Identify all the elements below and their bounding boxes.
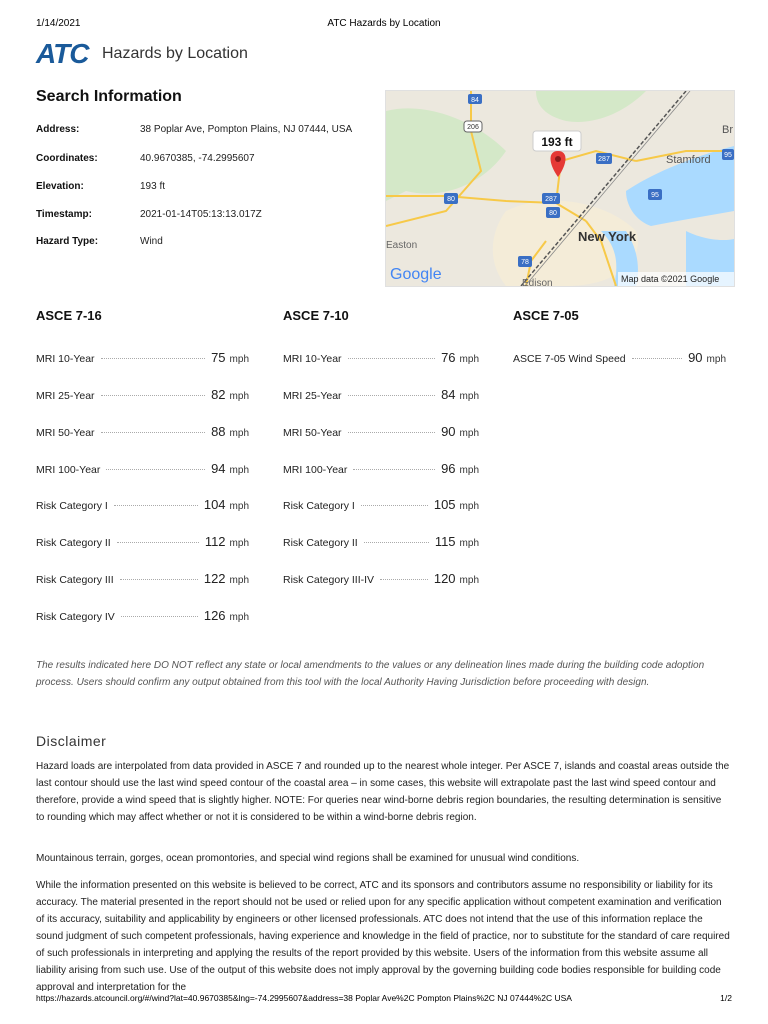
row-label: MRI 50-Year (36, 427, 95, 439)
row-unit: mph (459, 354, 479, 365)
row-unit: mph (459, 465, 479, 476)
table-row (283, 497, 479, 513)
address-value: 38 Poplar Ave, Pompton Plains, NJ 07444, USA (140, 124, 353, 135)
print-header (36, 18, 732, 32)
shield-80-west: 80 (447, 196, 455, 203)
row-unit: mph (706, 354, 726, 365)
row-unit: mph (459, 391, 479, 402)
brand-header (36, 38, 248, 70)
row-unit: mph (459, 501, 479, 512)
elevation-value: 193 ft (140, 181, 166, 192)
row-label: MRI 25-Year (283, 390, 342, 402)
row-unit: mph (229, 575, 249, 586)
row-label: Risk Category IV (36, 611, 115, 623)
map-attribution: Map data ©2021 Google (621, 274, 720, 284)
footer-url: https://hazards.atcouncil.org/#/wind?lat=40.9670385&lng=-74.2995607&address=38 Poplar Ave%2C Pompton Plains%2C NJ 07444%2C USA (36, 993, 572, 1003)
row-label: ASCE 7-05 Wind Speed (513, 353, 626, 365)
row-label: Risk Category III (36, 574, 114, 586)
row-label: Risk Category III-IV (283, 574, 375, 586)
map-label-br: Br (722, 124, 733, 136)
location-map[interactable] (385, 90, 735, 287)
atc-logo[interactable]: ATC (36, 38, 89, 69)
table-row (36, 608, 249, 624)
table-row (283, 387, 479, 403)
row-unit: mph (229, 354, 249, 365)
row-unit: mph (229, 501, 249, 512)
row-value: 115 (434, 534, 456, 549)
table-row (36, 350, 249, 366)
page-number: 1/2 (720, 993, 732, 1003)
marker-label: 193 ft (541, 135, 573, 149)
map-label-new-york: New York (578, 229, 637, 244)
row-value: 94 (211, 461, 226, 476)
row-label: Risk Category II (36, 537, 111, 549)
row-value: 105 (433, 497, 456, 512)
row-label: Risk Category I (36, 500, 108, 512)
asce705-title: ASCE 7-05 (513, 308, 579, 323)
row-label: MRI 10-Year (283, 353, 342, 365)
row-value: 104 (203, 497, 226, 512)
row-unit: mph (229, 391, 249, 402)
table-row (36, 571, 249, 587)
asce710-title: ASCE 7-10 (283, 308, 349, 323)
shield-287-north: 287 (598, 156, 610, 163)
shield-287-south: 287 (545, 196, 557, 203)
row-label: MRI 10-Year (36, 353, 95, 365)
table-row (36, 424, 249, 440)
print-date: 1/14/2021 (36, 18, 81, 29)
row-label: MRI 100-Year (36, 464, 101, 476)
map-label-edison: Edison (522, 278, 553, 286)
table-row (513, 350, 726, 366)
row-value: 82 (211, 387, 226, 402)
row-value: 126 (203, 608, 226, 623)
row-unit: mph (229, 465, 249, 476)
amendments-note: The results indicated here DO NOT reflect any state or local amendments to the values or any delineation lines made during the building code adoption process. Users should confirm any output obtained from this tool with the local Authority Having Jurisdiction before proceeding with design. (36, 660, 705, 688)
row-unit: mph (459, 428, 479, 439)
google-logo: Google (390, 266, 442, 283)
page-title: Hazards by Location (102, 45, 248, 62)
row-unit: mph (459, 575, 479, 586)
row-value: 75 (211, 350, 226, 365)
row-label: MRI 25-Year (36, 390, 95, 402)
row-value: 88 (211, 424, 226, 439)
table-row (36, 387, 249, 403)
row-unit: mph (229, 612, 249, 623)
row-unit: mph (229, 538, 249, 549)
shield-84: 84 (471, 97, 479, 104)
shield-80-east: 80 (549, 210, 557, 217)
disclaimer-paragraph-1: Hazard loads are interpolated from data provided in ASCE 7 and rounded up to the nearest whole integer. Per ASCE 7, islands and coastal areas outside the last contour should use the last wind speed contour of the coastal area – in some cases, this website will extrapolate past the last wind speed contour and therefore, provide a wind speed that is slightly higher. NOTE: For queries near wind-borne debris region boundaries, the resulting determination is sensitive to rounding which may affect whether or not it is considered to be within a wind-borne debris region. (36, 761, 730, 823)
shield-95-north: 95 (724, 152, 732, 159)
row-unit: mph (459, 538, 479, 549)
row-value: 76 (441, 350, 456, 365)
search-info-title: Search Information (36, 88, 182, 105)
table-row (283, 534, 479, 550)
row-unit: mph (229, 428, 249, 439)
coordinates-value: 40.9670385, -74.2995607 (140, 153, 255, 164)
row-label: MRI 100-Year (283, 464, 348, 476)
elevation-label: Elevation: (36, 181, 84, 192)
timestamp-value: 2021-01-14T05:13:13.017Z (140, 209, 262, 220)
disclaimer-title: Disclaimer (36, 733, 107, 749)
map-label-easton: Easton (386, 240, 418, 251)
map-canvas (386, 91, 734, 286)
print-title: ATC Hazards by Location (327, 18, 441, 29)
table-row (283, 571, 479, 587)
row-value: 122 (203, 571, 226, 586)
table-row (36, 461, 249, 477)
row-label: Risk Category II (283, 537, 358, 549)
table-row (36, 534, 249, 550)
hazard-type-value: Wind (140, 236, 163, 247)
row-value: 120 (433, 571, 456, 586)
row-label: MRI 50-Year (283, 427, 342, 439)
table-row (283, 350, 479, 366)
row-value: 112 (204, 534, 226, 549)
shield-95-east: 95 (651, 192, 659, 199)
disclaimer-paragraph-2: Mountainous terrain, gorges, ocean promontories, and special wind regions shall be examined for unusual wind conditions. (36, 853, 580, 864)
print-footer (36, 993, 732, 1005)
table-row (36, 497, 249, 513)
disclaimer-paragraph-3: While the information presented on this website is believed to be correct, ATC and its sponsors and contributors assume no responsibility or liability for its accuracy. The material presented in the report should not be used or relied upon for any specific application without competent examination and verification of its accuracy, suitability and applicability by engineers or other licensed professionals. ATC does not intend that the use of this information replace the sound judgment of such competent professionals, having experience and knowledge in the field of practice, nor to substitute for the standard of care required of such professionals in interpreting and applying the results of the report provided by this website. Users of the information from this website assume all liability arising from such use. Use of the output of this website does not imply approval by the governing building code bodies responsible for building code approval and interpretation for the (36, 880, 730, 991)
timestamp-label: Timestamp: (36, 209, 92, 220)
shield-78: 78 (521, 259, 529, 266)
row-value: 90 (688, 350, 703, 365)
asce716-title: ASCE 7-16 (36, 308, 102, 323)
map-label-stamford: Stamford (666, 154, 711, 166)
table-row (283, 461, 479, 477)
address-label: Address: (36, 124, 80, 135)
table-row (283, 424, 479, 440)
row-value: 96 (441, 461, 456, 476)
hazard-type-label: Hazard Type: (36, 236, 99, 247)
row-label: Risk Category I (283, 500, 355, 512)
coordinates-label: Coordinates: (36, 153, 98, 164)
row-value: 90 (441, 424, 456, 439)
shield-206: 206 (467, 124, 479, 131)
row-value: 84 (441, 387, 456, 402)
